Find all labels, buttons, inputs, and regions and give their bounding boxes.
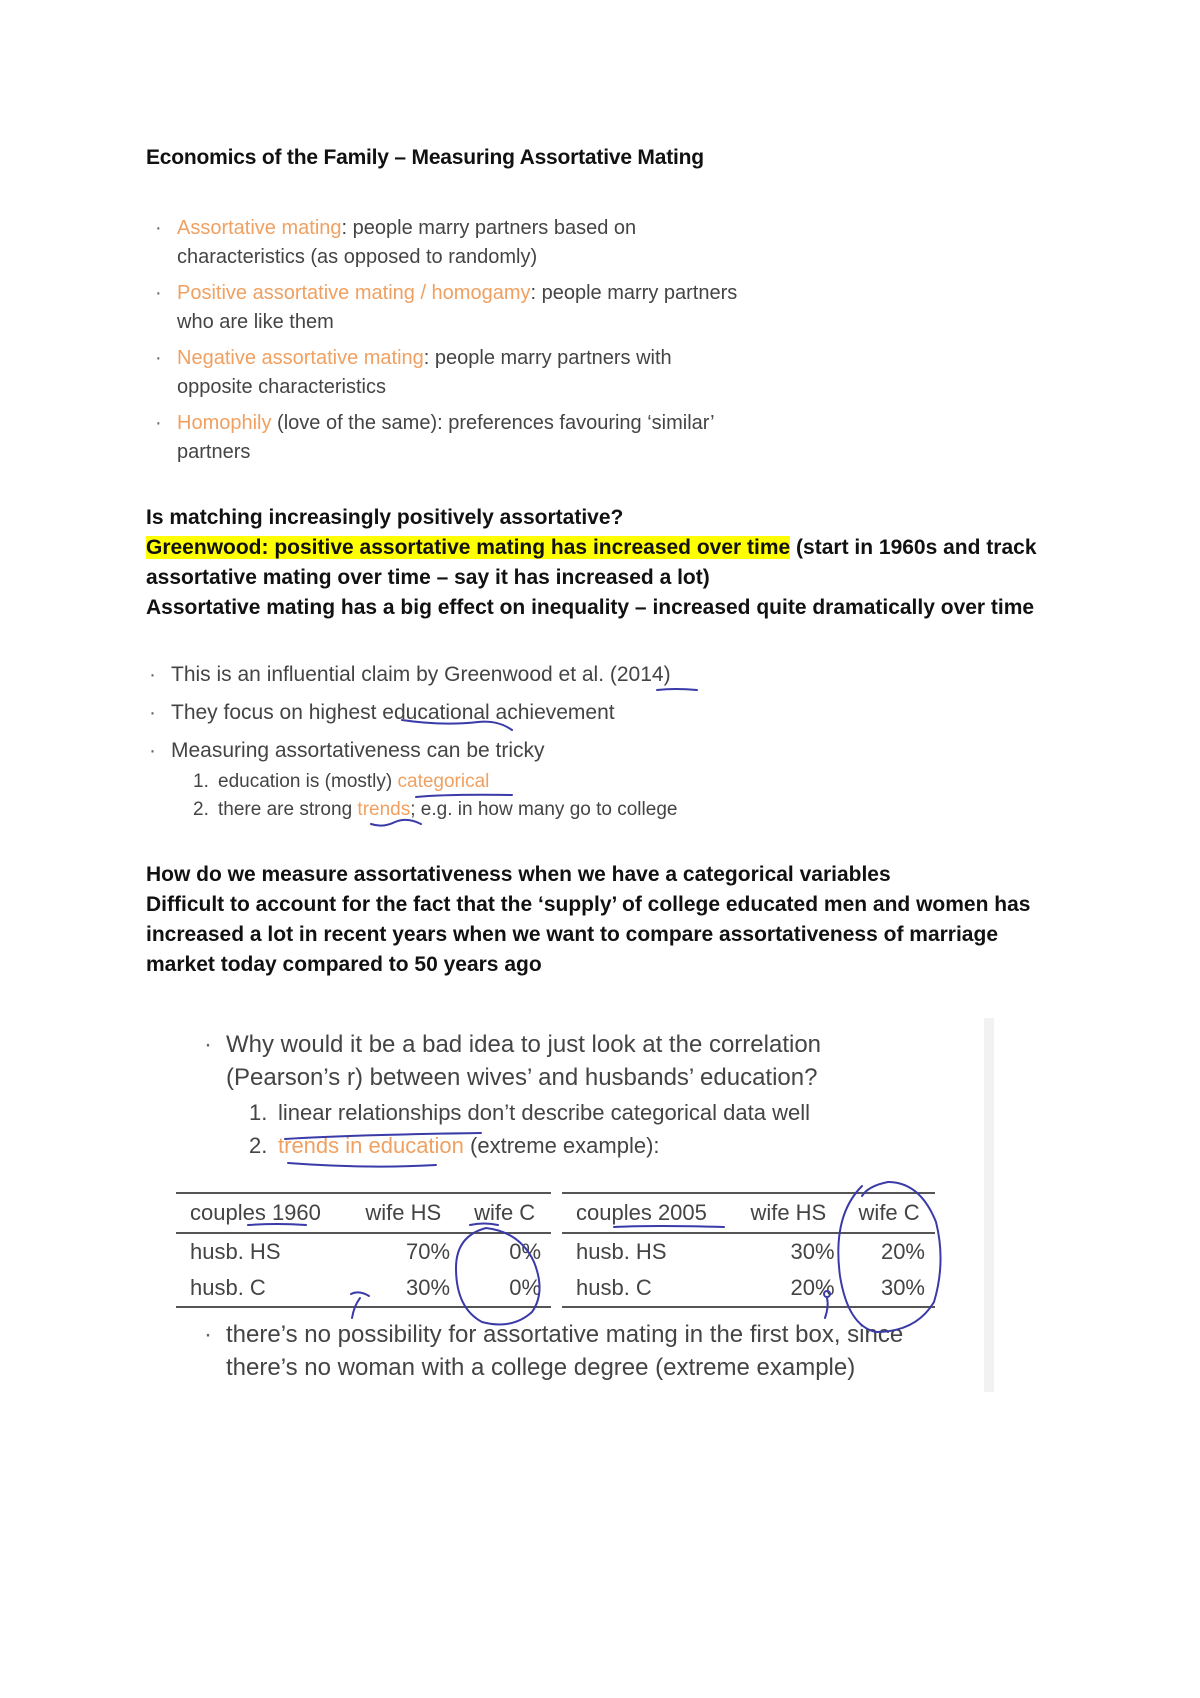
table-header: couples 2005 <box>562 1193 736 1233</box>
definition-item: · Homophily (love of the same): preferences favouring ‘similar’ partners <box>155 412 715 463</box>
question-line: Is matching increasingly positively assortative? <box>146 506 624 529</box>
table-row: husb. C 30% 0% <box>176 1270 551 1307</box>
table-couples-2005 <box>562 1192 935 1308</box>
slide3-subitem: 1. linear relationships don’t describe categorical data well <box>249 1100 810 1125</box>
table-row: husb. HS 30% 20% <box>576 1239 925 1264</box>
slide3-bullet: · there’s no possibility for assortative mating in the first box, since there’s no woman with a college degree (extreme example) <box>204 1321 904 1381</box>
slide3-subitem: 2. trends in education (extreme example): <box>249 1133 660 1158</box>
table-header: wife C <box>845 1193 935 1233</box>
table-header: wife HS <box>351 1193 460 1233</box>
slide3-list <box>204 1028 966 1169</box>
table-header: couples 1960 <box>176 1193 351 1233</box>
slide3-sublist <box>249 1096 966 1162</box>
slide2-subitem: 1. education is (mostly) categorical <box>193 771 490 792</box>
definitions-list <box>155 214 817 474</box>
slide2-bullet: · They focus on highest educational achievement <box>149 701 615 724</box>
table-row: husb. C 20% 30% <box>562 1270 935 1307</box>
slide2-bullet: · Measuring assortativeness can be tricky 1. education is (mostly) categorical 2. there are strong trends; e.g. in how many go to college <box>171 736 871 824</box>
page-title: Economics of the Family – Measuring Assortative Mating <box>146 146 704 169</box>
table-row: husb. HS 70% 0% <box>190 1239 541 1264</box>
definition-item: · Assortative mating: people marry partners based on characteristics (as opposed to randomly) <box>155 217 637 268</box>
slide2-subitem: 2. there are strong trends; e.g. in how many go to college <box>193 799 678 820</box>
slide2-sublist <box>193 768 871 824</box>
slide2-bullet: · This is an influential claim by Greenwood et al. (2014) <box>149 663 671 686</box>
notes-block-2: How do we measure assortativeness when we have a categorical variables Difficult to account for the fact that the ‘supply’ of college educated men and women has increased a lot in recent years when we want to compare assortativeness of marriage market today compared to 50 years ago <box>146 863 1031 976</box>
slide3-bullet: · Why would it be a bad idea to just look at the correlation (Pearson’s r) between wives’ and husbands’ education? 1. linear relationships don’t describe categorical data well 2. trends in education (extreme example): <box>226 1028 966 1162</box>
slide3-excerpt <box>184 1018 994 1392</box>
slide3-list-2 <box>204 1318 986 1391</box>
greenwood-line: Greenwood: positive assortative mating has increased over time (start in 1960s and track <box>146 536 1037 559</box>
table-couples-1960 <box>176 1192 551 1308</box>
notes-block-1: Is matching increasingly positively assortative? Greenwood: positive assortative mating has increased over time (start in 1960s and track assortative mating over time – say it has increased a lot) Assortative mating has a big effect on inequality – increased quite dramatically over time <box>146 503 1066 623</box>
slide2-list <box>149 660 871 826</box>
table-header: wife HS <box>736 1193 844 1233</box>
definition-item: · Negative assortative mating: people marry partners with opposite characteristics <box>155 347 672 398</box>
table-header: wife C <box>460 1193 551 1233</box>
definition-item: · Positive assortative mating / homogamy: people marry partners who are like them <box>155 282 738 333</box>
highlighted-claim: Greenwood: positive assortative mating has increased over time <box>146 536 791 559</box>
